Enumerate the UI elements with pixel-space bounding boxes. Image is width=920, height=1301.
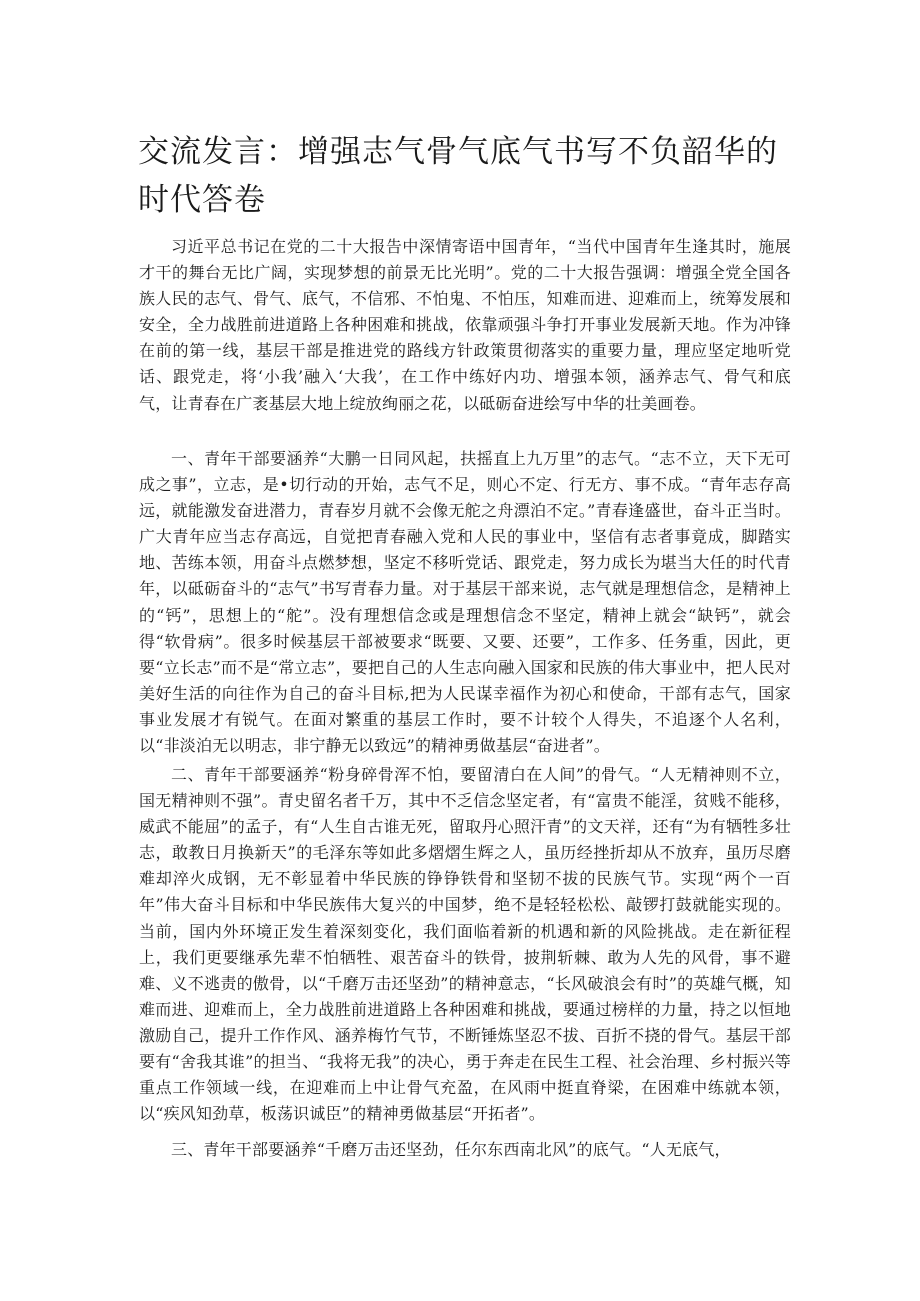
paragraph-section-one: 一、青年干部要涵养“大鹏一日同风起，扶摇直上九万里”的志气。“志不立，天下无可成之事”，立志，是•切行动的开始，志气不足，则心不定、行无方、事不成。“青年志存高远，就能激发奋进潜力，青春岁月就不会像无舵之舟漂泊不定。”青春逢盛世，奋斗正当时。广大青年应当志存高远，自觉把青春融入党和人民的事业中，坚信有志者事竟成，脚踏实地、苦练本领，用奋斗点燃梦想，坚定不移听党话、跟党走，努力成长为堪当大任的时代青年，以砥砺奋斗的“志气”书写青春力量。对于基层干部来说，志气就是理想信念，是精神上的“钙”，思想上的“舵”。没有理想信念或是理想信念不坚定，精神上就会“缺钙”，就会得“软骨病”。很多时候基层干部被要求“既要、又要、还要”，工作多、任务重，因此，更要“立长志”而不是“常立志”，要把自己的人生志向融入国家和民族的伟大事业中，把人民对美好生活的向往作为自己的奋斗目标,把为人民谋幸福作为初心和使命，干部有志气，国家事业发展才有锐气。在面对繁重的基层工作时，要不计较个人得失，不追逐个人名利，以“非淡泊无以明志，非宁静无以致远”的精神勇做基层“奋进者”。 <box>139 449 791 756</box>
paragraph-intro: 习近平总书记在党的二十大报告中深情寄语中国青年，“当代中国青年生逢其时，施展才干的舞台无比广阔，实现梦想的前景无比光明”。党的二十大报告强调：增强全党全国各族人民的志气、骨气、底气，不信邪、不怕鬼、不怕压，知难而进、迎难而上，统筹发展和安全，全力战胜前进道路上各种困难和挑战，依靠顽强斗争打开事业发展新天地。作为冲锋在前的第一线，基层干部是推进党的路线方针政策贯彻落实的重要力量，理应坚定地听党话、跟党走，将‘小我’融入‘大我’，在工作中练好内功、增强本领，涵养志气、骨气和底气，让青春在广袤基层大地上绽放绚丽之花，以砥砺奋进绘写中华的壮美画卷。 <box>139 237 791 413</box>
paragraph-section-two: 二、青年干部要涵养“粉身碎骨浑不怕，要留清白在人间”的骨气。“人无精神则不立，国无精神则不强”。青史留名者千万，其中不乏信念坚定者，有“富贵不能淫，贫贱不能移，威武不能屈”的孟子，有“人生自古谁无死，留取丹心照汗青”的文天祥，还有“为有牺牲多壮志，敢教日月换新天”的毛泽东等如此多熠熠生辉之人，虽历经挫折却从不放弃，虽历尽磨难却淬火成钢，无不彰显着中华民族的铮铮铁骨和坚韧不拔的民族气节。实现“两个一百年”伟大奋斗目标和中华民族伟大复兴的中国梦，绝不是轻轻松松、敲锣打鼓就能实现的。当前，国内外环境正发生着深刻变化，我们面临着新的机遇和新的风险挑战。走在新征程上，我们更要继承先辈不怕牺牲、艰苦奋斗的铁骨，披荆斩棘、敢为人先的风骨，事不避难、义不逃责的傲骨，以“千磨万击还坚劲”的精神意志，“长风破浪会有时”的英雄气概，知难而进、迎难而上，全力战胜前进道路上各种困难和挑战，要通过榜样的力量，持之以恒地激励自己，提升工作作风、涵养梅竹气节，不断锤炼坚忍不拔、百折不挠的骨气。基层干部要有“舍我其谁”的担当、“我将无我”的决心，勇于奔走在民生工程、社会治理、乡村振兴等重点工作领域一线，在迎难而上中让骨气充盈，在风雨中挺直脊梁，在困难中练就本领，以“疾风知劲草，板荡识诚臣”的精神勇做基层“开拓者”。 <box>139 765 791 1124</box>
paragraph-section-three: 三、青年干部要涵养“千磨万击还坚劲，任尔东西南北风”的底气。“人无底气， <box>171 1140 731 1159</box>
document-title: 交流发言：增强志气骨气底气书写不负韶华的时代答卷 <box>138 134 778 218</box>
